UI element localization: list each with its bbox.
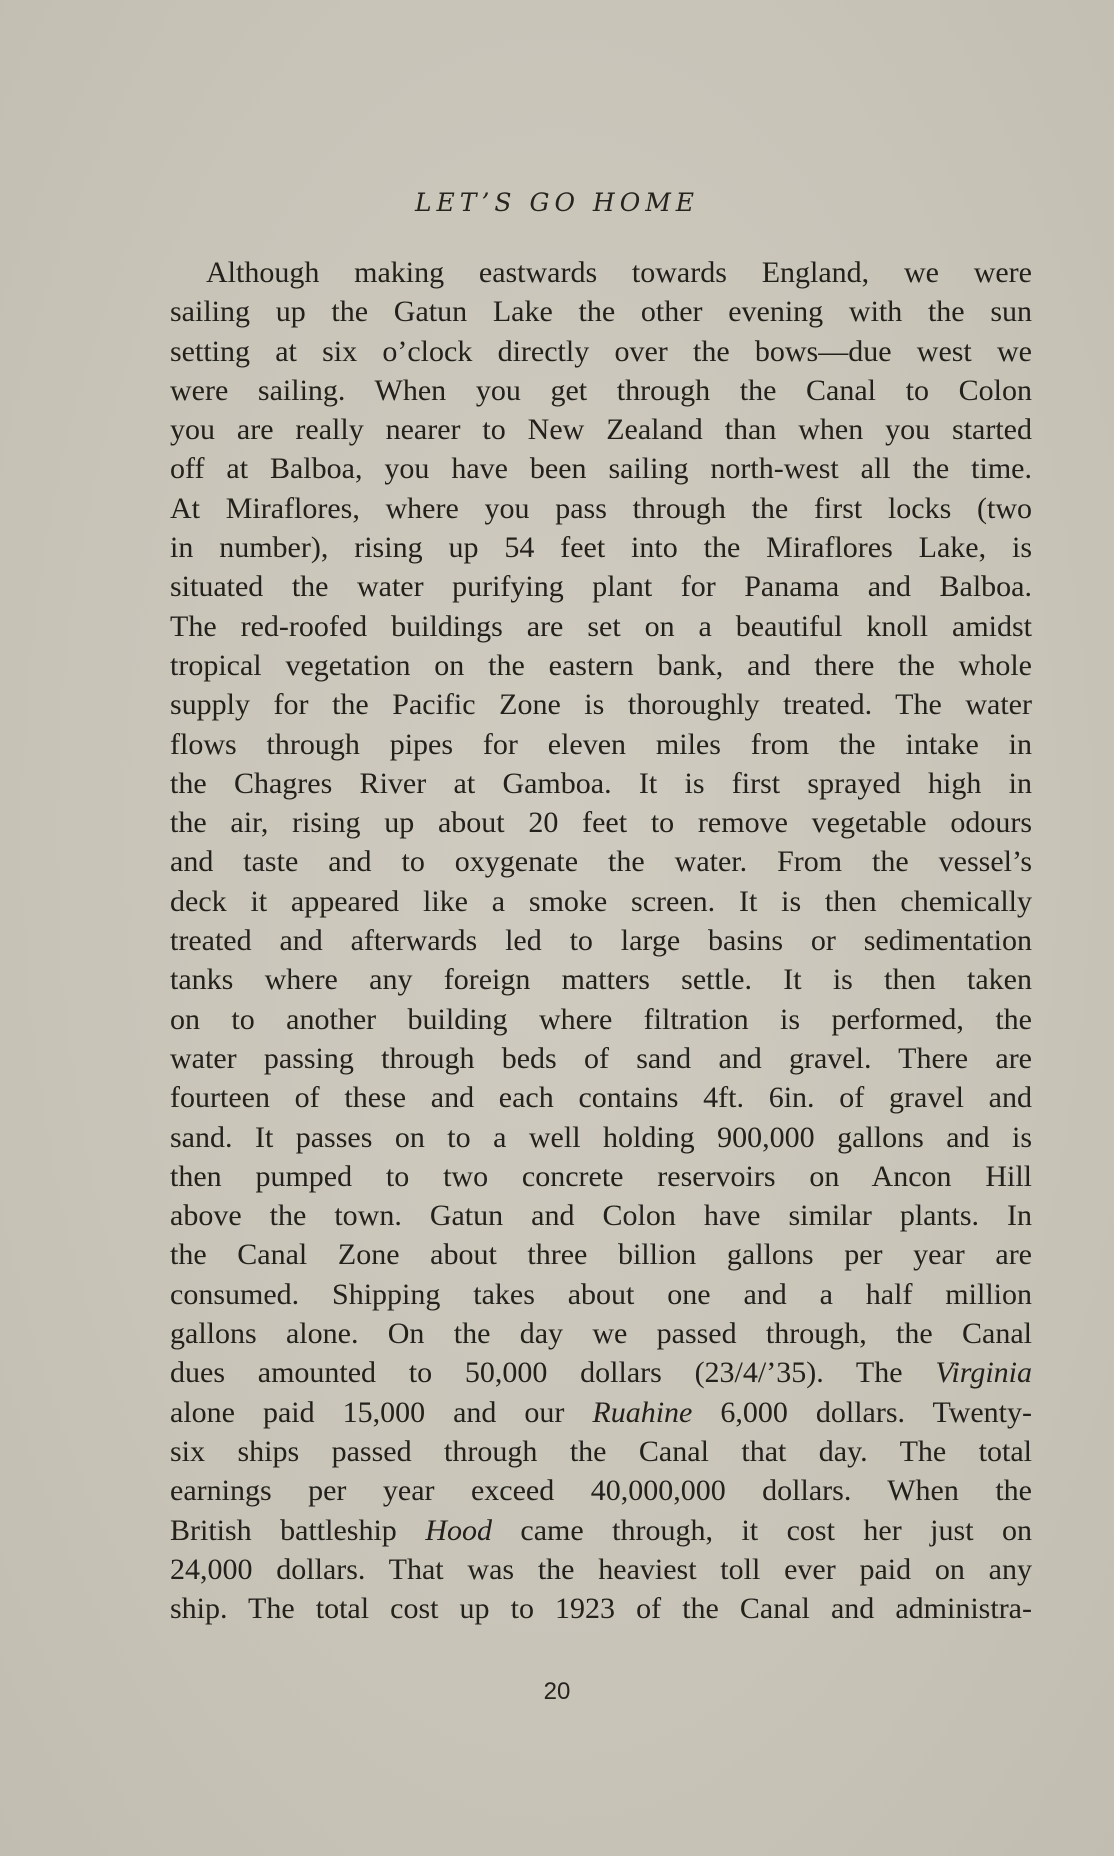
line-text: At Miraflores, where you pass through the first locks (two [170, 491, 1032, 525]
line-text: setting at six o’clock directly over the bows—due west we [170, 334, 1032, 368]
text-line [170, 410, 1032, 449]
line-text: then pumped to two concrete reservoirs on Ancon Hill [170, 1159, 1032, 1193]
text-line [170, 1157, 1032, 1196]
text-line [170, 1314, 1032, 1353]
line-text: fourteen of these and each contains 4ft. 6in. of gravel and [170, 1081, 1032, 1115]
line-text: sailing up the Gatun Lake the other evening with the sun [170, 295, 1032, 329]
line-text: dues amounted to 50,000 dollars (23/4/’35). The [170, 1356, 936, 1390]
line-text: 6,000 dollars. Twenty- [692, 1395, 1032, 1429]
body-paragraph [170, 253, 1032, 1628]
line-text: Although making eastwards towards England, we were [206, 256, 1032, 289]
text-line [170, 1550, 1032, 1589]
line-text: supply for the Pacific Zone is thoroughly treated. The water [170, 688, 1032, 722]
italic-ship-name: Virginia [935, 1356, 1032, 1390]
text-line [170, 1118, 1032, 1157]
line-text: you are really nearer to New Zealand than when you started [170, 413, 1032, 447]
text-line [170, 1393, 1032, 1432]
text-line [170, 292, 1032, 331]
line-text: ship. The total cost up to 1923 of the Canal and administra- [170, 1592, 1032, 1626]
line-text: came through, it cost her just on [491, 1513, 1032, 1547]
line-text: flows through pipes for eleven miles from the intake in [170, 727, 1032, 761]
text-line [170, 489, 1032, 528]
text-line [170, 685, 1032, 724]
line-text: alone paid 15,000 and our [170, 1395, 593, 1429]
line-text: earnings per year exceed 40,000,000 dollars. When the [170, 1474, 1032, 1508]
text-line [170, 1235, 1032, 1274]
text-line [170, 725, 1032, 764]
line-text: water passing through beds of sand and gravel. There are [170, 1041, 1032, 1075]
line-text: six ships passed through the Canal that day. The total [170, 1434, 1032, 1468]
italic-ship-name: Hood [425, 1513, 492, 1547]
text-line [170, 449, 1032, 488]
text-line [170, 1471, 1032, 1510]
page-number: 20 [543, 1678, 571, 1705]
line-text: the Canal Zone about three billion gallons per year are [170, 1238, 1032, 1272]
line-text: were sailing. When you get through the Canal to Colon [170, 373, 1032, 407]
line-text: and taste and to oxygenate the water. From the vessel’s [170, 845, 1032, 879]
running-head: LET’S GO HOME [414, 188, 700, 217]
line-text: consumed. Shipping takes about one and a half million [170, 1277, 1032, 1311]
text-line [170, 960, 1032, 999]
text-line [170, 528, 1032, 567]
text-line [170, 1000, 1032, 1039]
text-line [170, 1353, 1032, 1392]
line-text: sand. It passes on to a well holding 900,000 gallons and is [170, 1120, 1032, 1154]
text-line [170, 803, 1032, 842]
line-text: deck it appeared like a smoke screen. It is then chemically [170, 884, 1032, 918]
line-text: tropical vegetation on the eastern bank, and there the whole [170, 648, 1032, 682]
text-line [170, 253, 1032, 292]
line-text: 24,000 dollars. That was the heaviest toll ever paid on any [170, 1552, 1032, 1586]
italic-ship-name: Ruahine [592, 1395, 693, 1429]
text-line [170, 1078, 1032, 1117]
text-line [170, 1432, 1032, 1471]
text-line [170, 371, 1032, 410]
text-line [170, 842, 1032, 881]
line-text: The red-roofed buildings are set on a beautiful knoll amidst [170, 609, 1032, 643]
text-line [170, 646, 1032, 685]
line-text: British battleship [170, 1513, 426, 1547]
text-line [170, 1275, 1032, 1314]
line-text: in number), rising up 54 feet into the Miraflores Lake, is [170, 531, 1032, 565]
line-text: gallons alone. On the day we passed through, the Canal [170, 1317, 1032, 1351]
text-line [170, 1196, 1032, 1235]
text-line [170, 1039, 1032, 1078]
text-line [170, 332, 1032, 371]
line-text: treated and afterwards led to large basins or sedimentation [170, 924, 1032, 958]
line-text: the air, rising up about 20 feet to remove vegetable odours [170, 806, 1032, 840]
text-line [170, 882, 1032, 921]
text-line [170, 567, 1032, 606]
line-text: tanks where any foreign matters settle. It is then taken [170, 963, 1032, 997]
line-text: off at Balboa, you have been sailing north-west all the time. [170, 452, 1032, 486]
line-text: above the town. Gatun and Colon have similar plants. In [170, 1199, 1032, 1233]
text-line [170, 607, 1032, 646]
text-line [170, 921, 1032, 960]
text-line [170, 764, 1032, 803]
text-line [170, 1511, 1032, 1550]
text-line [170, 1589, 1032, 1628]
line-text: the Chagres River at Gamboa. It is first sprayed high in [170, 766, 1032, 800]
line-text: on to another building where filtration is performed, the [170, 1002, 1032, 1036]
line-text: situated the water purifying plant for Panama and Balboa. [170, 570, 1032, 604]
